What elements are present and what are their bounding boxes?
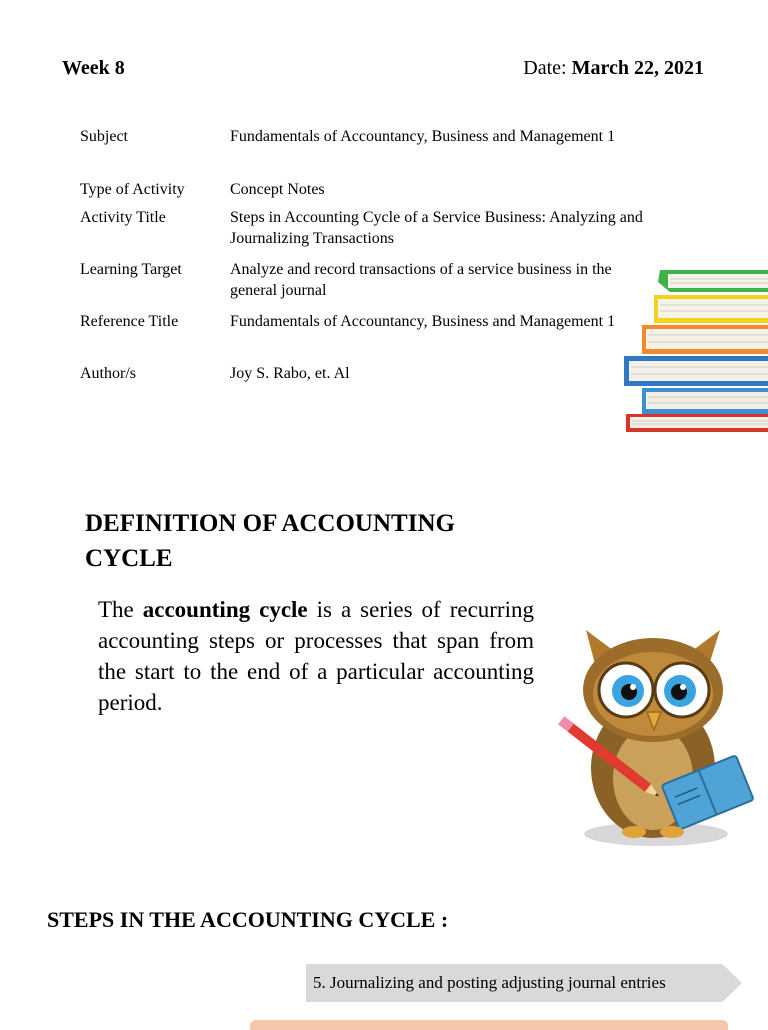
info-value: Joy S. Rabo, et. Al <box>230 365 350 382</box>
info-value: Analyze and record transactions of a service business in the general journal <box>230 261 612 299</box>
owl-illustration <box>548 628 758 850</box>
date-label: Date: <box>523 57 567 79</box>
info-value: Steps in Accounting Cycle of a Service Business: Analyzing and Journalizing Transactions <box>230 209 643 247</box>
step-label: 5. Journalizing and posting adjusting journal entries <box>313 973 666 992</box>
definition-paragraph <box>98 594 534 718</box>
steps-heading: STEPS IN THE ACCOUNTING CYCLE : <box>47 907 449 932</box>
date-line <box>523 57 704 80</box>
definition-text-before: The <box>98 597 134 622</box>
books-illustration <box>620 268 768 434</box>
definition-heading: DEFINITION OF ACCOUNTING CYCLE <box>85 510 455 572</box>
week-label: Week 8 <box>62 57 125 79</box>
info-key: Learning Target <box>80 261 182 278</box>
info-value: Fundamentals of Accountancy, Business and Management 1 <box>230 128 616 145</box>
info-key: Type of Activity <box>80 181 185 198</box>
info-key: Activity Title <box>80 209 166 226</box>
next-step-bar <box>250 1020 728 1030</box>
info-key: Subject <box>80 128 128 145</box>
definition-text-after: is a series of recurring accounting steps or processes that span from the start to the end of a particular accounting period. <box>98 597 534 715</box>
info-key: Reference Title <box>80 313 179 330</box>
date-value: March 22, 2021 <box>571 57 704 79</box>
info-value: Fundamentals of Accountancy, Business and Management 1 <box>230 313 616 330</box>
definition-term: accounting cycle <box>142 597 308 622</box>
info-value: Concept Notes <box>230 181 325 198</box>
info-key: Author/s <box>80 365 136 382</box>
